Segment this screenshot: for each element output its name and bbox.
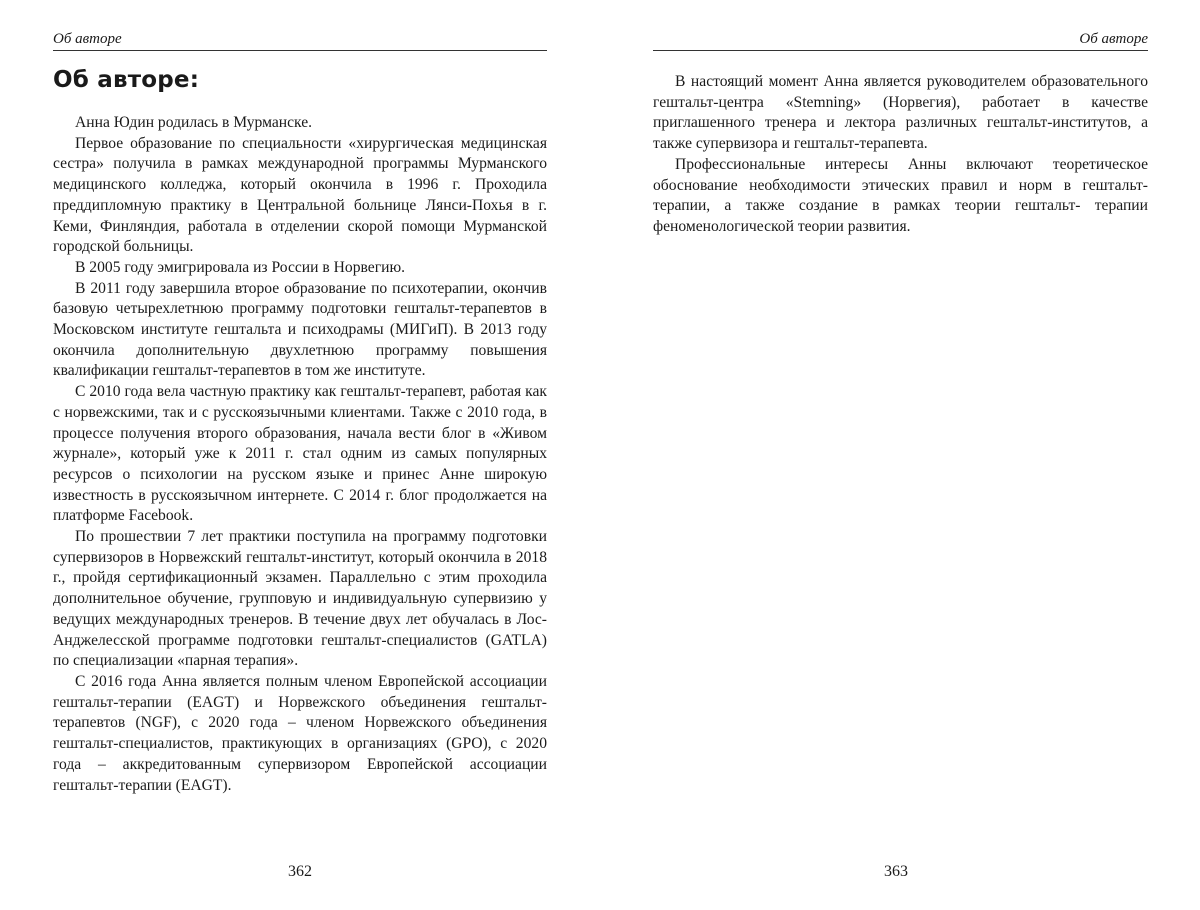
header-rule — [653, 50, 1148, 51]
chapter-title: Об авторе: — [53, 67, 200, 93]
paragraph: По прошествии 7 лет практики поступила на программу подготовки супервизоров в Норвежский гештальт-институт, который окончила в 2018 г., пройдя сертификационный экзамен. Параллельно с этим проходила дополнительное обучение, групповую и индивидуальную супервизию у ведущих международных тренеров. В течение двух лет обучалась в Лос-Анджелесской программе подготовки гештальт-специалистов (GATLA) по специализации «парная терапия». — [53, 528, 547, 670]
paragraph: Анна Юдин родилась в Мурманске. — [75, 114, 313, 131]
paragraph: Профессиональные интересы Анны включают теоретическое обоснование необходимости этических правил и норм в гештальт-терапии, а также создание в рамках теории гештальт- терапии феноменологической теории развития. — [653, 155, 1148, 235]
header-rule — [53, 50, 547, 51]
paragraph: В 2011 году завершила второе образование по психотерапии, окончив базовую четырехлетнюю программу подготовки гештальт-терапевтов в Московском институте гештальта и психодрамы (МИГиП). В 2013 году окончила дополнительную двухлетнюю программу повышения квалификации гештальт-терапевтов в том же институте. — [53, 279, 547, 380]
running-head: Об авторе — [53, 31, 122, 47]
paragraph: В 2005 году эмигрировала из России в Норвегию. — [75, 258, 405, 276]
paragraph: В настоящий момент Анна является руководителем образовательного гештальт-центра «Stemning» (Норвегия), работает в качестве приглашенного тренера и лектора различных гештальт-институтов, а также супервизора и гештальт-терапевта. — [653, 73, 1148, 153]
page-number: 362 — [288, 863, 312, 880]
right-page — [600, 0, 1200, 910]
running-head: Об авторе — [1079, 31, 1148, 47]
paragraph: Первое образование по специальности «хирургическая медицинская сестра» получила в рамках международной программы Мурманского медицинского колледжа, который окончила в 1996 г. Проходила преддипломную практику в Центральной больнице Лянси-Похья в г. Кеми, Финляндия, работала в отделении скорой помощи Мурманской городской больницы. — [53, 134, 547, 256]
paragraph: С 2016 года Анна является полным членом Европейской ассоциации гештальт-терапии (EAGT) и Норвежского объединения гештальт-терапевтов (NGF), с 2020 года – членом Норвежского объединения гештальт-специалистов, практикующих в организациях (GPO), с 2020 года – аккредитованным супервизором Европейской ассоциации гештальт-терапии (EAGT). — [53, 672, 547, 794]
body-text — [653, 72, 1148, 238]
page-number: 363 — [884, 863, 908, 880]
paragraph: С 2010 года вела частную практику как гештальт-терапевт, работая как с норвежскими, так и с русскоязычными клиентами. Также с 2010 года, в процессе получения второго образования, начала вести блог в «Живом журнале», который уже к 2011 г. стал одним из самых популярных ресурсов о психологии на русском языке и принес Анне широкую известность в русскоязычном интернете. С 2014 г. блог продолжается на платформе Facebook. — [53, 383, 547, 525]
body-text — [53, 113, 547, 796]
